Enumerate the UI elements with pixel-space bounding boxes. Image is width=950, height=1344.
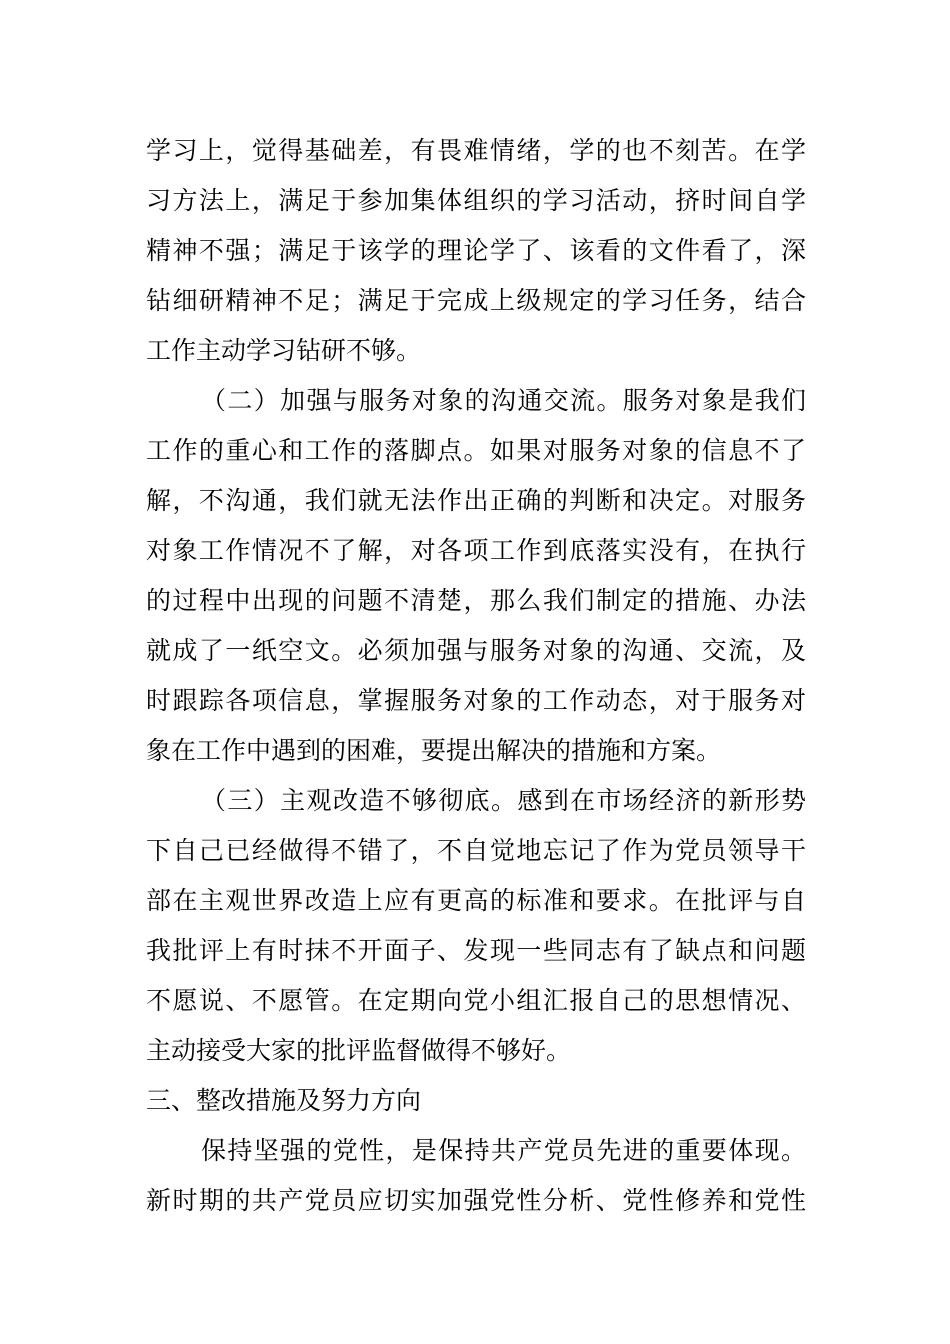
- paragraph-line: 的过程中出现的问题不清楚，那么我们制定的措施、办法: [146, 586, 806, 615]
- paragraph-line: 工作的重心和工作的落脚点。如果对服务对象的信息不了: [146, 436, 806, 465]
- paragraph-line: 钻细研精神不足；满足于完成上级规定的学习任务，结合: [146, 286, 806, 315]
- paragraph-line: 我批评上有时抹不开面子、发现一些同志有了缺点和问题: [146, 936, 806, 965]
- paragraph-line: 精神不强；满足于该学的理论学了、该看的文件看了，深: [146, 236, 806, 265]
- paragraph-line: 保持坚强的党性，是保持共产党员先进的重要体现。: [201, 1136, 806, 1165]
- paragraph-line: （三）主观改造不够彻底。感到在市场经济的新形势: [201, 786, 806, 815]
- paragraph-line: 对象工作情况不了解，对各项工作到底落实没有，在执行: [146, 536, 806, 565]
- paragraph-line: 习方法上，满足于参加集体组织的学习活动，挤时间自学: [146, 186, 806, 215]
- paragraph-line: 部在主观世界改造上应有更高的标准和要求。在批评与自: [146, 886, 806, 915]
- paragraph-line: 时跟踪各项信息，掌握服务对象的工作动态，对于服务对: [146, 686, 806, 715]
- paragraph-line: 就成了一纸空文。必须加强与服务对象的沟通、交流，及: [146, 636, 806, 665]
- paragraph-line: （二）加强与服务对象的沟通交流。服务对象是我们: [201, 386, 806, 415]
- paragraph-line: 学习上，觉得基础差，有畏难情绪，学的也不刻苦。在学: [146, 136, 806, 165]
- paragraph-line: 象在工作中遇到的困难，要提出解决的措施和方案。: [146, 736, 722, 765]
- paragraph-line: 下自己已经做得不错了，不自觉地忘记了作为党员领导干: [146, 836, 806, 865]
- paragraph-line: 不愿说、不愿管。在定期向党小组汇报自己的思想情况、: [146, 986, 806, 1015]
- paragraph-line: 主动接受大家的批评监督做得不够好。: [146, 1036, 572, 1065]
- paragraph-line: 工作主动学习钻研不够。: [146, 336, 422, 365]
- paragraph-line: 新时期的共产党员应切实加强党性分析、党性修养和党性: [146, 1186, 806, 1215]
- paragraph-line: 解，不沟通，我们就无法作出正确的判断和决定。对服务: [146, 486, 806, 515]
- section-heading: 三、整改措施及努力方向: [146, 1086, 422, 1115]
